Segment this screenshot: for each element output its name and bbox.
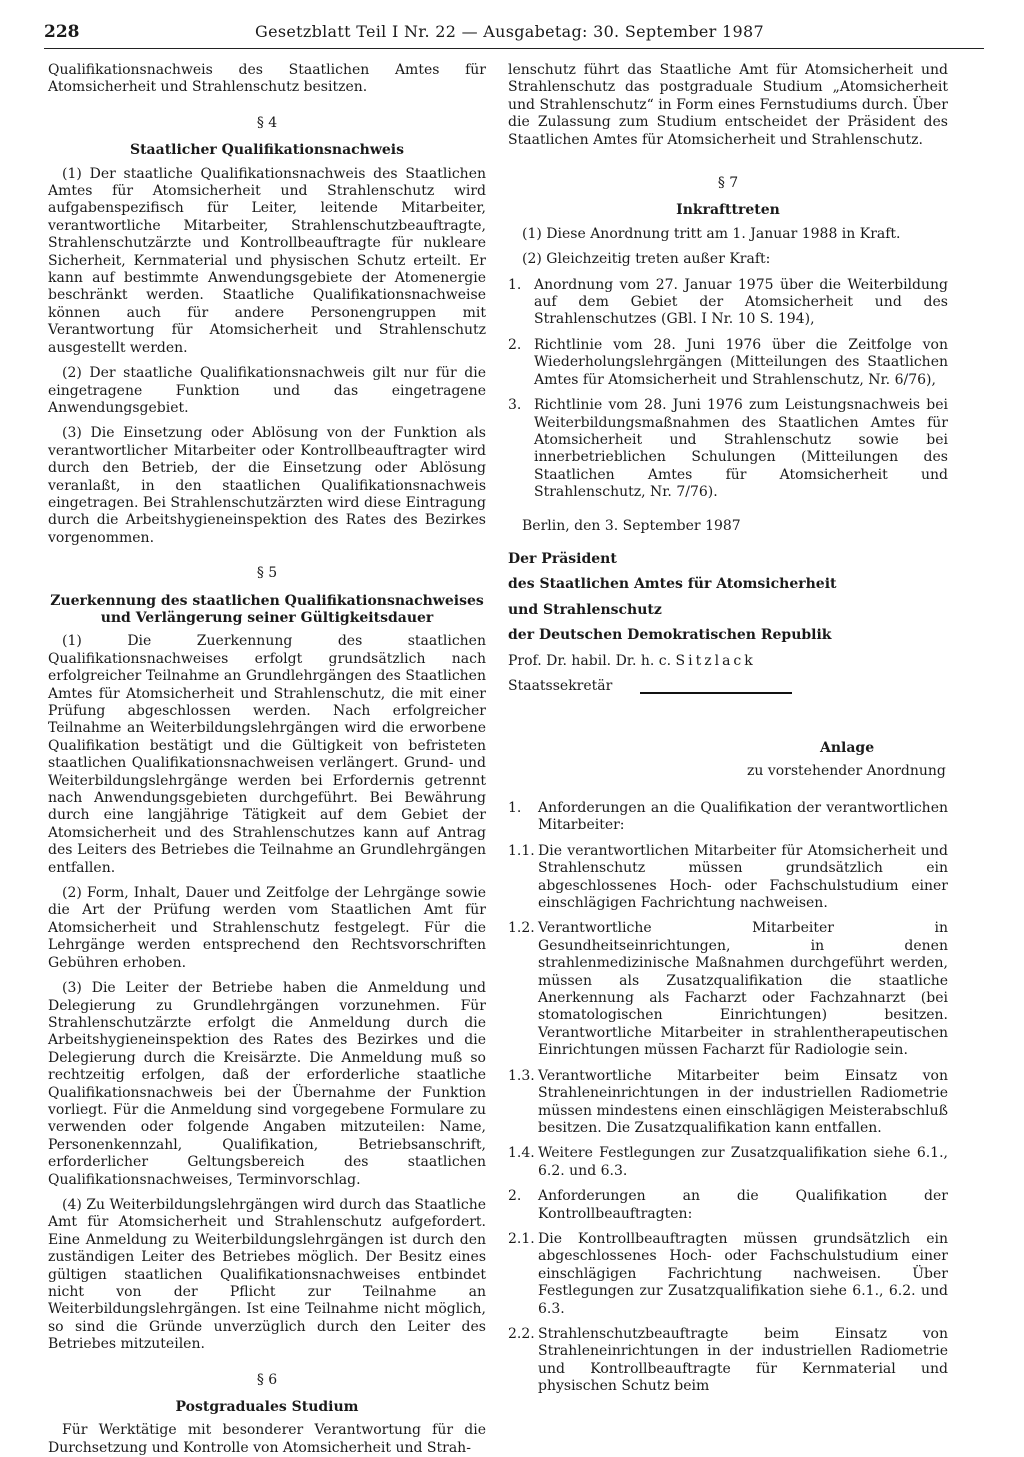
anlage-item <box>508 1326 948 1396</box>
anlage-title: Anlage <box>820 740 875 756</box>
left-column <box>48 62 486 1457</box>
repeal-item-number: 3. <box>508 397 522 414</box>
signature-block <box>508 551 948 695</box>
header-rule <box>44 48 984 49</box>
section-6-continuation: lenschutz führt das Staatliche Amt für Atomsicherheit und Strahlenschutz das postgraduale Studium „Atomsicherheit und Strahlenschutz“ in Form eines Fernstudiums durch. Über die Zulassung zum Studium entscheidet der Präsident des Staatlichen Amtes für Atomsicherheit und Strahlenschutz. <box>508 62 948 148</box>
anlage-item <box>508 843 948 913</box>
anlage-item-number: 1.4. <box>508 1145 535 1162</box>
repeal-item <box>508 397 948 501</box>
section-5-paragraph-2: (2) Form, Inhalt, Dauer und Zeitfolge der Lehrgänge sowie die Art der Prüfung werden vom Staatlichen Amt für Atomsicherheit und Strahlenschutz festgelegt. Für die Lehrgänge werden entsprechend den Rechtsvorschriften Gebühren erhoben. <box>48 885 486 971</box>
anlage-subtitle: zu vorstehender Anordnung <box>747 763 946 779</box>
anlage-item-text: Strahlenschutzbeauftragte beim Einsatz von Strahleneinrichtungen in der industriellen Radiometrie und Kontrollbeauftragte für Kernmaterial und physischen Schutz beim <box>538 1325 948 1395</box>
signatory-name-prefix: Prof. Dr. habil. Dr. h. c. <box>508 652 672 669</box>
intro-paragraph: Qualifikationsnachweis des Staatlichen Amtes für Atomsicherheit und Strahlenschutz besitzen. <box>48 62 486 96</box>
signature-line-3: und Strahlenschutz <box>508 601 662 618</box>
repeal-item-number: 1. <box>508 276 522 293</box>
anlage-item-number: 1.3. <box>508 1067 535 1084</box>
section-5-title-line-2: und Verlängerung seiner Gültigkeitsdauer <box>100 609 434 626</box>
section-4-paragraph-1: (1) Der staatliche Qualifikationsnachweis des Staatlichen Amtes für Atomsicherheit und Strahlenschutz wird aufgabenspezifisch für Leiter, leitende Mitarbeiter, verantwortliche Mitarbeiter, Strahlenschutzbeauftragte, Strahlenschutzärzte und Kontrollbeauftragte für nukleare Sicherheit, Kernmaterial und physischen Schutz erteilt. Er kann auf bestimmte Anwendungsgebiete der Atomenergie beschränkt werden. Staatliche Qualifikationsnachweise können auch für andere Personengruppen mit Verantwortung für Atomsicherheit und Strahlenschutz ausgestellt werden. <box>48 165 486 356</box>
right-column <box>508 62 948 703</box>
anlage-item <box>508 1145 948 1180</box>
section-7-number: § 7 <box>717 175 739 192</box>
signature-line-4: der Deutschen Demokratischen Republik <box>508 627 832 644</box>
signature-line-2: des Staatlichen Amtes für Atomsicherheit <box>508 576 837 593</box>
anlage-item-text: Verantwortliche Mitarbeiter beim Einsatz von Strahleneinrichtungen in der industriellen Radiometrie müssen mindestens einen einschlägigen Meisterabschluß besitzen. Die Zusatzqualifikation kann entfallen. <box>538 1067 948 1136</box>
anlage-item-number: 2.1. <box>508 1230 535 1247</box>
section-5-paragraph-1: (1) Die Zuerkennung des staatlichen Qualifikationsnachweises erfolgt grundsätzlich nach erfolgreicher Teilnahme an Grundlehrgängen des Staatlichen Amtes für Atomsicherheit und Strahlenschutz, die mit einer Prüfung abgeschlossen werden. Nach erfolgreicher Teilnahme an Weiterbildungslehrgängen wird die erworbene Qualifikation bestätigt und die Gültigkeit von befristeten staatlichen Qualifikationsnachweisen verlängert. Grund- und Weiterbildungslehrgänge werden bei Erfordernis getrennt nach Anwendungsgebieten durchgeführt. Bei Bewährung durch eine langjährige Tätigkeit auf dem Gebiet der Atomsicherheit und des Strahlenschutzes kann auf Antrag des Leiters des Betriebes die Teilnahme an Grundlehrgängen entfallen. <box>48 633 486 876</box>
anlage-item-text: Anforderungen an die Qualifikation der verantwortlichen Mitarbeiter: <box>538 800 948 834</box>
anlage-item-number: 1. <box>508 800 522 816</box>
anlage-item <box>508 1188 948 1223</box>
anlage-item <box>508 920 948 1059</box>
running-head: Gesetzblatt Teil I Nr. 22 — Ausgabetag: 30. September 1987 <box>255 22 764 41</box>
repeal-item-number: 2. <box>508 336 522 353</box>
page-number: 228 <box>44 22 80 42</box>
section-6-number: § 6 <box>256 1371 278 1388</box>
repeal-item-text: Richtlinie vom 28. Juni 1976 über die Zeitfolge von Wiederholungslehrgängen (Mitteilungen des Staatlichen Amtes für Atomsicherheit und Strahlenschutz, Nr. 6/76), <box>534 336 948 388</box>
signature-line-1: Der Präsident <box>508 550 617 567</box>
anlage-item-number: 1.2. <box>508 920 535 937</box>
section-6-paragraph-1: Für Werktätige mit besonderer Verantwortung für die Durchsetzung und Kontrolle von Atomsicherheit und Strah- <box>48 1422 486 1456</box>
section-5-paragraph-4: (4) Zu Weiterbildungslehrgängen wird durch das Staatliche Amt für Atomsicherheit und Strahlenschutz aufgefordert. Eine Anmeldung zu Weiterbildungslehrgängen ist durch den zuständigen Leiter des Betriebes möglich. Der Besitz eines gültigen staatlichen Qualifikationsnachweises entbindet nicht von der Pflicht zur Teilnahme an Weiterbildungslehrgängen. Ist eine Teilnahme nicht möglich, so sind die Gründe unverzüglich durch den Leiter des Betriebes mitzuteilen. <box>48 1196 486 1353</box>
section-7-paragraph-1: (1) Diese Anordnung tritt am 1. Januar 1988 in Kraft. <box>522 225 901 242</box>
section-4-number: § 4 <box>256 114 278 131</box>
anlage-item-text: Verantwortliche Mitarbeiter in Gesundheitseinrichtungen, in denen strahlenmedizinische Maßnahmen durchgeführt werden, müssen als Zusatzqualifikation die staatliche Anerkennung als Facharzt oder Fachzahnarzt (bei stomatologischen Einrichtungen) besitzen. Verantwortliche Mitarbeiter in strahlentherapeutischen Einrichtungen müssen Facharzt für Radiologie sein. <box>538 920 948 1059</box>
anlage-item <box>508 800 948 835</box>
section-5-number: § 5 <box>256 565 278 582</box>
anlage-body <box>508 800 948 1404</box>
anlage-item-text: Die Kontrollbeauftragten müssen grundsätzlich ein abgeschlossenes Hoch- oder Fachschulstudium einer einschlägigen Fachrichtung nachweisen. Über Festlegungen zur Zusatzqualifikation siehe 6.1., 6.2. und 6.3. <box>538 1230 948 1317</box>
anlage-item-number: 1.1. <box>508 842 535 859</box>
anlage-item <box>508 1231 948 1318</box>
repeal-item-text: Anordnung vom 27. Januar 1975 über die Weiterbildung auf dem Gebiet der Atomsicherheit und des Strahlenschutzes (GBl. I Nr. 10 S. 194), <box>534 276 948 328</box>
anlage-item-text: Weitere Festlegungen zur Zusatzqualifikation siehe 6.1., 6.2. und 6.3. <box>538 1145 948 1179</box>
signature-rule <box>640 692 792 694</box>
anlage-item-text: Anforderungen an die Qualifikation der Kontrollbeauftragten: <box>538 1188 948 1222</box>
signatory-name-line <box>508 653 948 670</box>
repeal-item-text: Richtlinie vom 28. Juni 1976 zum Leistungsnachweis bei Weiterbildungsmaßnahmen des Staatlichen Amtes für Atomsicherheit und Strahlenschutz sowie bei innerbetrieblichen Schulungen (Mitteilungen des Staatlichen Amtes für Atomsicherheit und Strahlenschutz, Nr. 7/76). <box>534 397 948 501</box>
section-7-title: Inkrafttreten <box>676 202 780 219</box>
section-4-paragraph-3: (3) Die Einsetzung oder Ablösung von der Funktion als verantwortlicher Mitarbeiter oder Kontrollbeauftragter wird durch den Betrieb, der die Einsetzung oder Ablösung veranlaßt, in den staatlichen Qualifikationsnachweis eingetragen. Bei Strahlenschutzärzten wird diese Eintragung durch die Arbeitshygieneinspektion des Rates des Bezirkes vorgenommen. <box>48 425 486 546</box>
signatory-role: Staatssekretär <box>508 677 613 694</box>
repeal-item <box>508 277 948 329</box>
section-6-title: Postgraduales Studium <box>175 1399 359 1416</box>
section-4-title: Staatlicher Qualifikationsnachweis <box>129 142 404 159</box>
repeal-item <box>508 337 948 389</box>
signatory-name: Sitzlack <box>675 652 756 669</box>
anlage-item-number: 2. <box>508 1188 522 1205</box>
section-4-paragraph-2: (2) Der staatliche Qualifikationsnachweis gilt nur für die eingetragene Funktion und das eingetragene Anwendungsgebiet. <box>48 365 486 416</box>
section-7-paragraph-2: (2) Gleichzeitig treten außer Kraft: <box>522 251 771 268</box>
place-date: Berlin, den 3. September 1987 <box>522 517 741 534</box>
anlage-item-text: Die verantwortlichen Mitarbeiter für Atomsicherheit und Strahlenschutz müssen grundsätzlich ein abgeschlossenes Hoch- oder Fachschulstudium einer einschlägigen Fachrichtung nachweisen. <box>538 842 948 912</box>
section-5-title-line-1: Zuerkennung des staatlichen Qualifikationsnachweises <box>50 592 484 609</box>
anlage-item <box>508 1068 948 1138</box>
anlage-item-number: 2.2. <box>508 1325 535 1342</box>
section-5-paragraph-3: (3) Die Leiter der Betriebe haben die Anmeldung und Delegierung zu Grundlehrgängen vorzunehmen. Für Strahlenschutzärzte erfolgt die Anmeldung durch die Arbeitshygieneinspektion des Rates des Bezirkes und die Delegierung durch die Kreisärzte. Die Anmeldung muß so rechtzeitig erfolgen, daß der erforderliche staatliche Qualifikationsnachweis bei der Übernahme der Funktion vorliegt. Für die Anmeldung sind vorgegebene Formulare zu verwenden oder folgende Angaben mitzuteilen: Name, Personenkennzahl, Qualifikation, Betriebsanschrift, erforderlicher Geltungsbereich des staatlichen Qualifikationsnachweises, Terminvorschlag. <box>48 980 486 1188</box>
